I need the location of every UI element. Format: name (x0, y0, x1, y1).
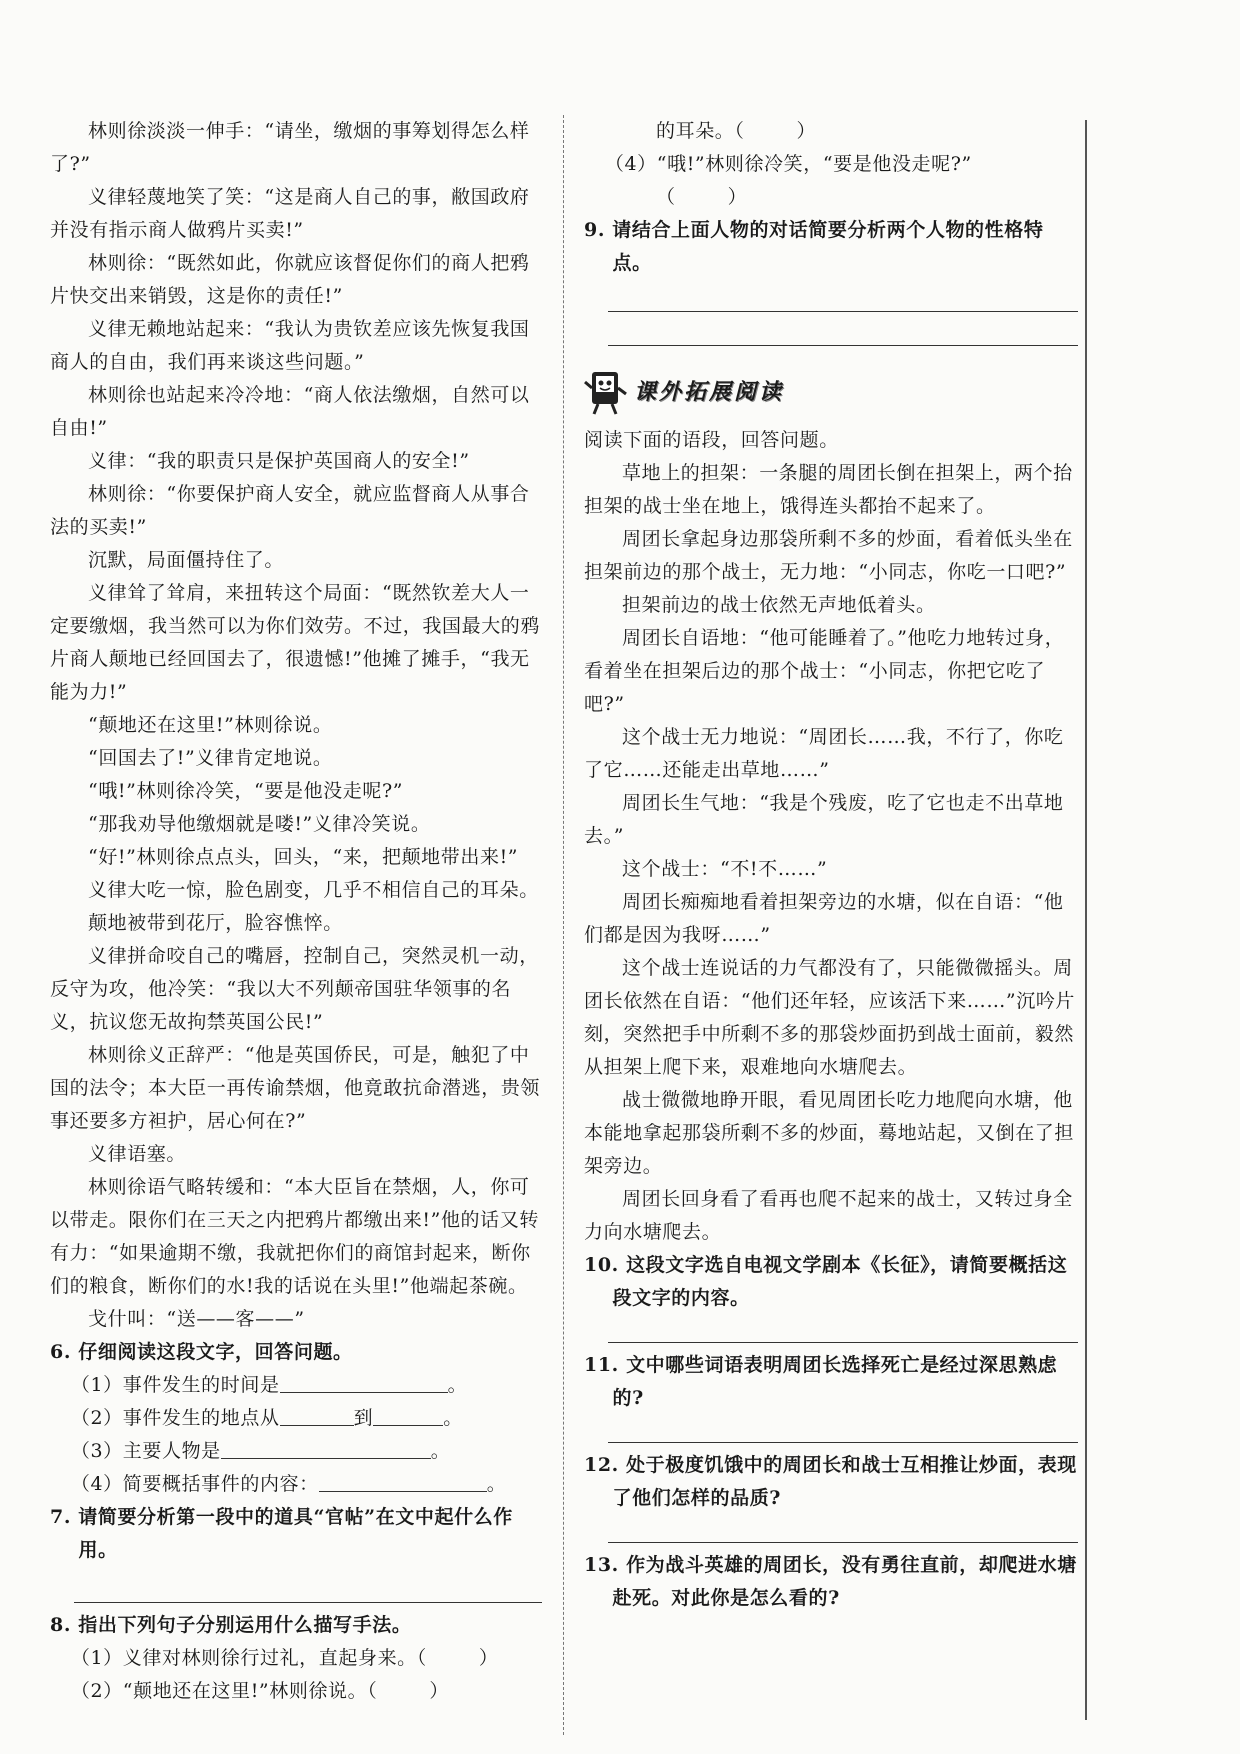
question-11-stem: 11. 文中哪些词语表明周团长选择死亡是经过深思熟虑的? (584, 1354, 1058, 1409)
paren-right: ） (429, 1680, 449, 1702)
question-6-stem: 6. 仔细阅读这段文字，回答问题。 (50, 1341, 353, 1363)
question-6-part-2 (50, 1402, 542, 1435)
question-6-part-4-text: （4）简要概括事件的内容： (70, 1473, 319, 1495)
story-paragraph: 义律耸了耸肩，来扭转这个局面：“既然钦差大人一定要缴烟，我当然可以为你们效劳。不过，我国最大的鸦片商人颠地已经回国去了，很遗憾!”他摊了摊手，“我无能为力!” (50, 582, 541, 703)
paren-left: （ (367, 1680, 378, 1702)
story-paragraph: 草地上的担架：一条腿的周团长倒在担架上，两个抬担架的战士坐在地上，饿得连头都抬不起来了。 (584, 462, 1073, 517)
question-10-stem: 10. 这段文字选自电视文学剧本《长征》，请简要概括这段文字的内容。 (584, 1254, 1068, 1309)
story-paragraph: 义律大吃一惊，脸色剧变，几乎不相信自己的耳朵。 (88, 879, 539, 901)
question-8-part-3-text: 的耳朵。 (656, 120, 735, 142)
story-paragraph: 沉默，局面僵持住了。 (88, 549, 285, 571)
answer-line[interactable] (74, 1575, 542, 1603)
paren-left: （ (656, 186, 676, 208)
story-paragraph: “颠地还在这里!”林则徐说。 (88, 714, 333, 736)
question-8-part-2 (50, 1675, 542, 1708)
answer-line[interactable] (608, 284, 1078, 312)
period: 。 (430, 1440, 451, 1462)
story-paragraph: 周团长生气地：“我是个残废，吃了它也走不出草地去。” (584, 792, 1064, 847)
question-6-part-3-text: （3）主要人物是 (70, 1440, 221, 1462)
question-8-part-3-cont (584, 115, 1078, 148)
story-paragraph: 林则徐义正辞严：“他是英国侨民，可是，触犯了中国的法令；本大臣一再传谕禁烟，他竟敢抗命潜逃，贵领事还要多方袒护，居心何在?” (50, 1044, 541, 1132)
reading-intro: 阅读下面的语段，回答问题。 (584, 429, 839, 451)
question-6-part-2-text: （2）事件发生的地点从 (70, 1407, 280, 1429)
answer-blank-from[interactable] (280, 1405, 354, 1426)
story-paragraph: 周团长回身看了看再也爬不起来的战士，又转过身全力向水塘爬去。 (584, 1188, 1073, 1243)
story-paragraph: 义律轻蔑地笑了笑：“这是商人自己的事，敝国政府并没有指示商人做鸦片买卖!” (50, 186, 530, 241)
story-paragraph: 林则徐淡淡一伸手：“请坐，缴烟的事筹划得怎么样了?” (50, 120, 530, 175)
story-paragraph: “那我劝导他缴烟就是喽!”义律冷笑说。 (88, 813, 431, 835)
left-column (50, 115, 542, 1708)
period: 。 (443, 1407, 463, 1429)
question-6-part-2-to: 到 (353, 1407, 374, 1429)
question-12-stem: 12. 处于极度饥饿中的周团长和战士互相推让炒面，表现了他们怎样的品质? (584, 1454, 1077, 1509)
question-8-part-2-text: （2）“颠地还在这里!”林则徐说。 (70, 1680, 368, 1702)
question-6-part-4 (50, 1468, 542, 1501)
question-13-stem: 13. 作为战斗英雄的周团长，没有勇往直前，却爬进水塘赴死。对此你是怎么看的? (584, 1554, 1077, 1609)
story-paragraph: 周团长自语地：“他可能睡着了。”他吃力地转过身，看着坐在担架后边的那个战士：“小同志，你把它吃了吧?” (584, 627, 1065, 715)
question-8-part-1 (50, 1642, 542, 1675)
paren-left: （ (734, 120, 745, 142)
paren-right: ） (727, 186, 748, 208)
answer-line[interactable] (608, 1415, 1078, 1443)
answer-blank[interactable] (280, 1372, 448, 1393)
story-paragraph: 义律无赖地站起来：“我认为贵钦差应该先恢复我国商人的自由，我们再来谈这些问题。” (50, 318, 530, 373)
story-paragraph: 林则徐：“既然如此，你就应该督促你们的商人把鸦片快交出来销毁，这是你的责任!” (50, 252, 530, 307)
answer-line[interactable] (608, 1515, 1078, 1543)
question-8-stem: 8. 指出下列句子分别运用什么描写手法。 (50, 1614, 412, 1636)
paren-left: （ (416, 1647, 427, 1669)
story-paragraph: 义律：“我的职责只是保护英国商人的安全!” (88, 450, 470, 472)
story-paragraph: 战士微微地睁开眼，看见周团长吃力地爬向水塘，他本能地拿起那袋所剩不多的炒面，蓦地站起，又倒在了担架旁边。 (584, 1089, 1075, 1177)
period: 。 (447, 1374, 468, 1396)
answer-line[interactable] (608, 1315, 1078, 1343)
column-divider (563, 115, 564, 1735)
story-paragraph: “回国去了!”义律肯定地说。 (88, 747, 333, 769)
paren-right: ） (796, 120, 817, 142)
section-title: 课外拓展阅读 (634, 379, 785, 405)
answer-blank[interactable] (319, 1471, 487, 1492)
story-paragraph: 林则徐语气略转缓和：“本大臣旨在禁烟，人，你可以带走。限你们在三天之内把鸦片都缴出来!”他的话又转有力：“如果逾期不缴，我就把你们的商馆封起来，断你们的粮食，断你们的水!我的话说在头里!”他端起茶碗。 (50, 1176, 539, 1297)
story-paragraph: 颠地被带到花厅，脸容憔悴。 (88, 912, 343, 934)
story-paragraph: “好!”林则徐点点头，回头，“来，把颠地带出来!” (88, 846, 519, 868)
story-paragraph: 这个战士：“不!不……” (622, 858, 828, 880)
question-8-part-4-answer (584, 181, 1078, 214)
story-paragraph: 戈什叫：“送——客——” (88, 1308, 305, 1330)
book-mascot-icon (584, 368, 628, 416)
question-6-part-3 (50, 1435, 542, 1468)
story-paragraph: 义律拼命咬自己的嘴唇，控制自己，突然灵机一动，反守为攻，他冷笑：“我以大不列颠帝国驻华领事的名义，抗议您无故拘禁英国公民!” (50, 945, 539, 1033)
question-6-part-1-text: （1）事件发生的时间是 (70, 1374, 280, 1396)
question-8-part-1-text: （1）义律对林则徐行过礼，直起身来。 (70, 1647, 417, 1669)
question-8-part-4: （4）“哦!”林则徐冷笑，“要是他没走呢?” (604, 153, 972, 175)
story-paragraph: 这个战士无力地说：“周团长……我，不行了，你吃了它……还能走出草地……” (584, 726, 1064, 781)
question-7-stem: 7. 请简要分析第一段中的道具“官帖”在文中起什么作用。 (50, 1506, 513, 1561)
story-paragraph: “哦!”林则徐冷笑，“要是他没走呢?” (88, 780, 404, 802)
story-paragraph: 周团长拿起身边那袋所剩不多的炒面，看着低头坐在担架前边的那个战士，无力地：“小同志，你吃一口吧?” (584, 528, 1073, 583)
section-header (584, 364, 1078, 420)
question-9-stem: 9. 请结合上面人物的对话简要分析两个人物的性格特点。 (584, 219, 1044, 274)
story-paragraph: 林则徐：“你要保护商人安全，就应监督商人从事合法的买卖!” (50, 483, 530, 538)
right-column (584, 115, 1078, 1615)
story-paragraph: 义律语塞。 (88, 1143, 187, 1165)
story-paragraph: 这个战士连说话的力气都没有了，只能微微摇头。周团长依然在自语：“他们还年轻，应该活下来……”沉吟片刻，突然把手中所剩不多的那袋炒面扔到战士面前，毅然从担架上爬下来，艰难地向水塘爬去。 (584, 957, 1076, 1078)
story-paragraph: 周团长痴痴地看着担架旁边的水塘，似在自语：“他们都是因为我呀……” (584, 891, 1064, 946)
story-paragraph: 林则徐也站起来冷冷地：“商人依法缴烟，自然可以自由!” (50, 384, 530, 439)
answer-line[interactable] (608, 318, 1078, 346)
story-paragraph: 担架前边的战士依然无声地低着头。 (622, 594, 936, 616)
question-6-part-1 (50, 1369, 542, 1402)
page-edge-rule (1085, 120, 1087, 1720)
answer-blank-to[interactable] (373, 1405, 443, 1426)
period: 。 (486, 1473, 507, 1495)
answer-blank[interactable] (221, 1438, 431, 1459)
paren-right: ） (478, 1647, 499, 1669)
